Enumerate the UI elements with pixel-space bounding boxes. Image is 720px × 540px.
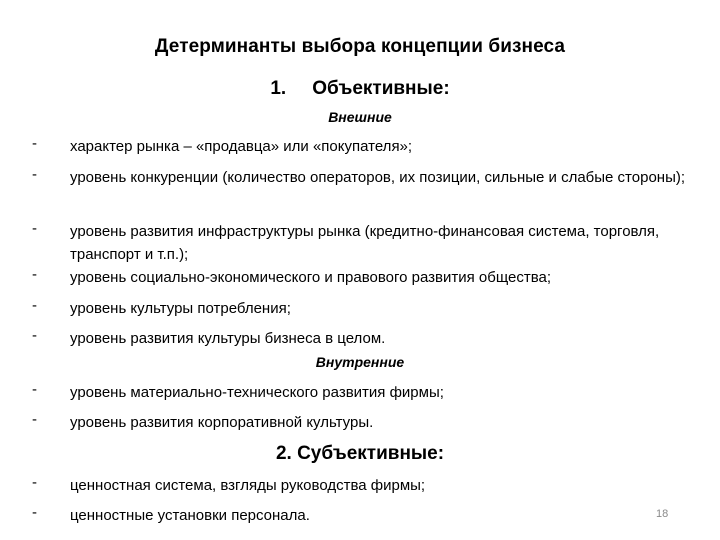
section-subjective-heading: 2. Субъективные: xyxy=(275,443,445,464)
section-objective-heading xyxy=(0,78,720,100)
list-item-text: уровень культуры потребления; xyxy=(70,300,291,317)
slide-title: Детерминанты выбора концепции бизнеса xyxy=(154,36,566,57)
bullet-marker: - xyxy=(32,135,37,152)
list-item-text: уровень конкуренции (количество операторов, их позиции, сильные и слабые стороны); xyxy=(70,169,686,186)
bullet-marker: - xyxy=(32,220,37,237)
internal-subheading: Внутренние xyxy=(315,354,405,370)
bullet-marker: - xyxy=(32,266,37,283)
list-item-text: характер рынка – «продавца» или «покупателя»; xyxy=(70,138,413,155)
list-item-text: уровень материально-технического развития фирмы; xyxy=(70,384,444,401)
section-number: 1. xyxy=(270,78,287,99)
list-item-text: ценностные установки персонала. xyxy=(70,507,310,524)
bullet-marker: - xyxy=(32,166,37,183)
list-item-text: уровень развития инфраструктуры рынка (кредитно-финансовая система, торговля, транспорт и т.п.); xyxy=(70,223,660,263)
page-number: 18 xyxy=(656,508,669,520)
bullet-marker: - xyxy=(32,504,37,521)
bullet-marker: - xyxy=(32,411,37,428)
bullet-marker: - xyxy=(32,327,37,344)
list-item-text: уровень развития культуры бизнеса в целом. xyxy=(70,330,386,347)
list-item-text: уровень социально-экономического и правового развития общества; xyxy=(70,269,552,286)
bullet-marker: - xyxy=(32,381,37,398)
list-item-text: ценностная система, взгляды руководства фирмы; xyxy=(70,477,426,494)
bullet-marker: - xyxy=(32,297,37,314)
section-label: Объективные: xyxy=(312,78,450,99)
bullet-marker: - xyxy=(32,474,37,491)
list-item-text: уровень развития корпоративной культуры. xyxy=(70,414,374,431)
external-subheading: Внешние xyxy=(328,109,392,125)
